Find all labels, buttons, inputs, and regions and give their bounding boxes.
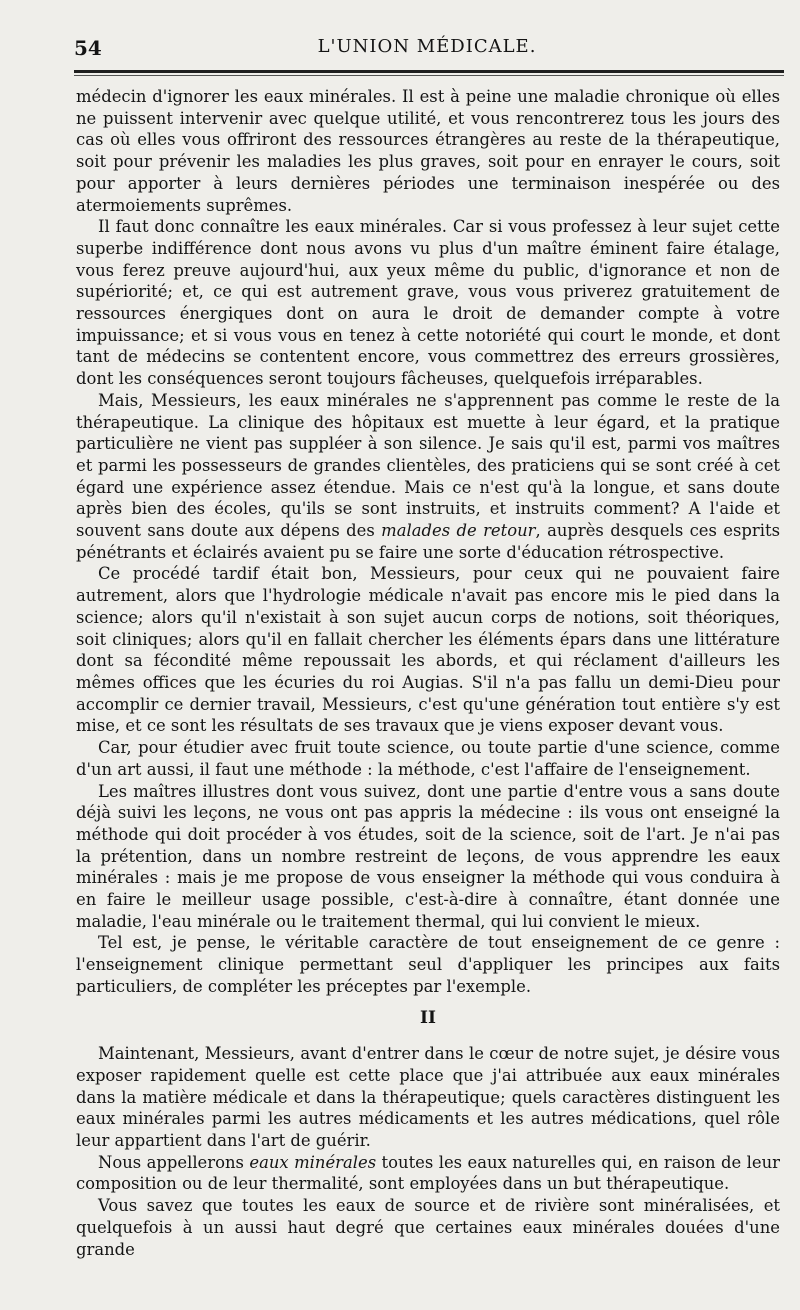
paragraph: Car, pour étudier avec fruit toute science, ou toute partie d'une science, comme d'un art aussi, il faut une méthode : la méthode, c'est l'affaire de l'enseignement.	[76, 738, 780, 779]
paragraph: Il faut donc connaître les eaux minérales. Car si vous professez à leur sujet cette superbe indifférence dont nous avons vu plus d'un maître éminent faire étalage, vous ferez preuve aujourd'hui, aux yeux même du public, d'ignorance et non de supériorité; et, ce qui est autrement grave, vous vous priverez gratuitement de ressources énergiques dont on aura le droit de demander compte à votre impuissance; et si vous vous en tenez à cette notoriété qui court le monde, et dont tant de médecins se contentent encore, vous commettrez des erreurs grossières, dont les conséquences seront toujours fâcheuses, quelquefois irréparables.	[76, 217, 780, 389]
section-heading: II	[420, 1007, 436, 1028]
paragraph-text: Nous appellerons	[98, 1152, 250, 1172]
page-header	[74, 36, 780, 66]
italic-phrase: eaux minérales	[249, 1152, 377, 1172]
paragraph: Ce procédé tardif était bon, Messieurs, pour ceux qui ne pouvaient faire autrement, alors que l'hydrologie médicale n'avait pas encore mis le pied dans la science; alors qu'il n'existait à son sujet aucun corps de notions, soit théoriques, soit cliniques; alors qu'il en fallait chercher les éléments épars dans une littérature dont sa fécondité même repoussait les abords, et qui réclament d'ailleurs les mêmes offices que les écuries du roi Augias. S'il n'a pas fallu un demi-Dieu pour accomplir ce dernier travail, Messieurs, c'est qu'une génération tout entière s'y est mise, et ce sont les résultats de ses travaux que je viens exposer devant vous.	[76, 564, 780, 736]
paragraph	[76, 1152, 780, 1195]
paragraph-text: Mais, Messieurs, les eaux minérales ne s'apprennent pas comme le reste de la thérapeutique. La clinique des hôpitaux est muette à leur égard, et la pratique particulière ne vient pas suppléer à son silence. Je sais qu'il est, parmi vos maîtres et parmi les possesseurs de grandes clientèles, des praticiens qui se sont créé à cet égard une expérience assez étendue. Mais ce n'est qu'à la longue, et sans doute après bien des écoles, qu'ils se sont instruits, et instruits comment? A l'aide et souvent sans doute aux dépens des	[76, 390, 780, 541]
paragraph: Les maîtres illustres dont vous suivez, dont une partie d'entre vous a sans doute déjà suivi les leçons, ne vous ont pas appris la médecine : ils vous ont enseigné la méthode qui doit procéder à vos études, soit de la science, soit de l'art. Je n'ai pas la prétention, dans un nombre restreint de leçons, de vous apprendre les eaux minérales : mais je me propose de vous enseigner la méthode qui vous conduira à en faire le meilleur usage possible, c'est-à-dire à connaître, étant donnée une maladie, l'eau minérale ou le traitement thermal, qui lui convient le mieux.	[76, 781, 780, 931]
paragraph-text: , auprès desquels ces esprits pénétrants et éclairés avaient pu se faire une sorte d'éducation rétrospective.	[76, 521, 780, 562]
paragraph: Tel est, je pense, le véritable caractère de tout enseignement de ce genre : l'enseignement clinique permettant seul d'appliquer les principes aux faits particuliers, de compléter les préceptes par l'exemple.	[76, 933, 780, 996]
header-rule	[74, 70, 784, 73]
italic-phrase: malades de retour	[381, 521, 536, 541]
paragraph: Vous savez que toutes les eaux de source et de rivière sont minéralisées, et quelquefois à un aussi haut degré que certaines eaux minérales douées d'une grande	[76, 1196, 780, 1259]
header-rule-thin	[74, 75, 784, 76]
article-body	[76, 86, 780, 1260]
paragraph: médecin d'ignorer les eaux minérales. Il est à peine une maladie chronique où elles ne puissent intervenir avec quelque utilité, et vous rencontrerez tous les jours des cas où elles vous offriront des ressources étrangères au reste de la thérapeutique, soit pour prévenir les maladies les plus graves, soit pour en enrayer le cours, soit pour apporter à leurs dernières périodes une terminaison inespérée ou des atermoiements suprêmes.	[76, 87, 780, 215]
page-number: 54	[74, 36, 102, 60]
paragraph-text: toutes les eaux naturelles qui, en raison de leur composition ou de leur thermalité, sont employées dans un but thérapeutique.	[76, 1152, 781, 1194]
paragraph: Maintenant, Messieurs, avant d'entrer dans le cœur de notre sujet, je désire vous exposer rapidement quelle est cette place que j'ai attribuée aux eaux minérales dans la matière médicale et dans la thérapeutique; quels caractères distinguent les eaux minérales parmi les autres médicaments et les autres médications, quel rôle leur appartient dans l'art de guérir.	[76, 1044, 780, 1151]
running-title: L'UNION MÉDICALE.	[317, 36, 537, 57]
paragraph	[76, 390, 780, 564]
